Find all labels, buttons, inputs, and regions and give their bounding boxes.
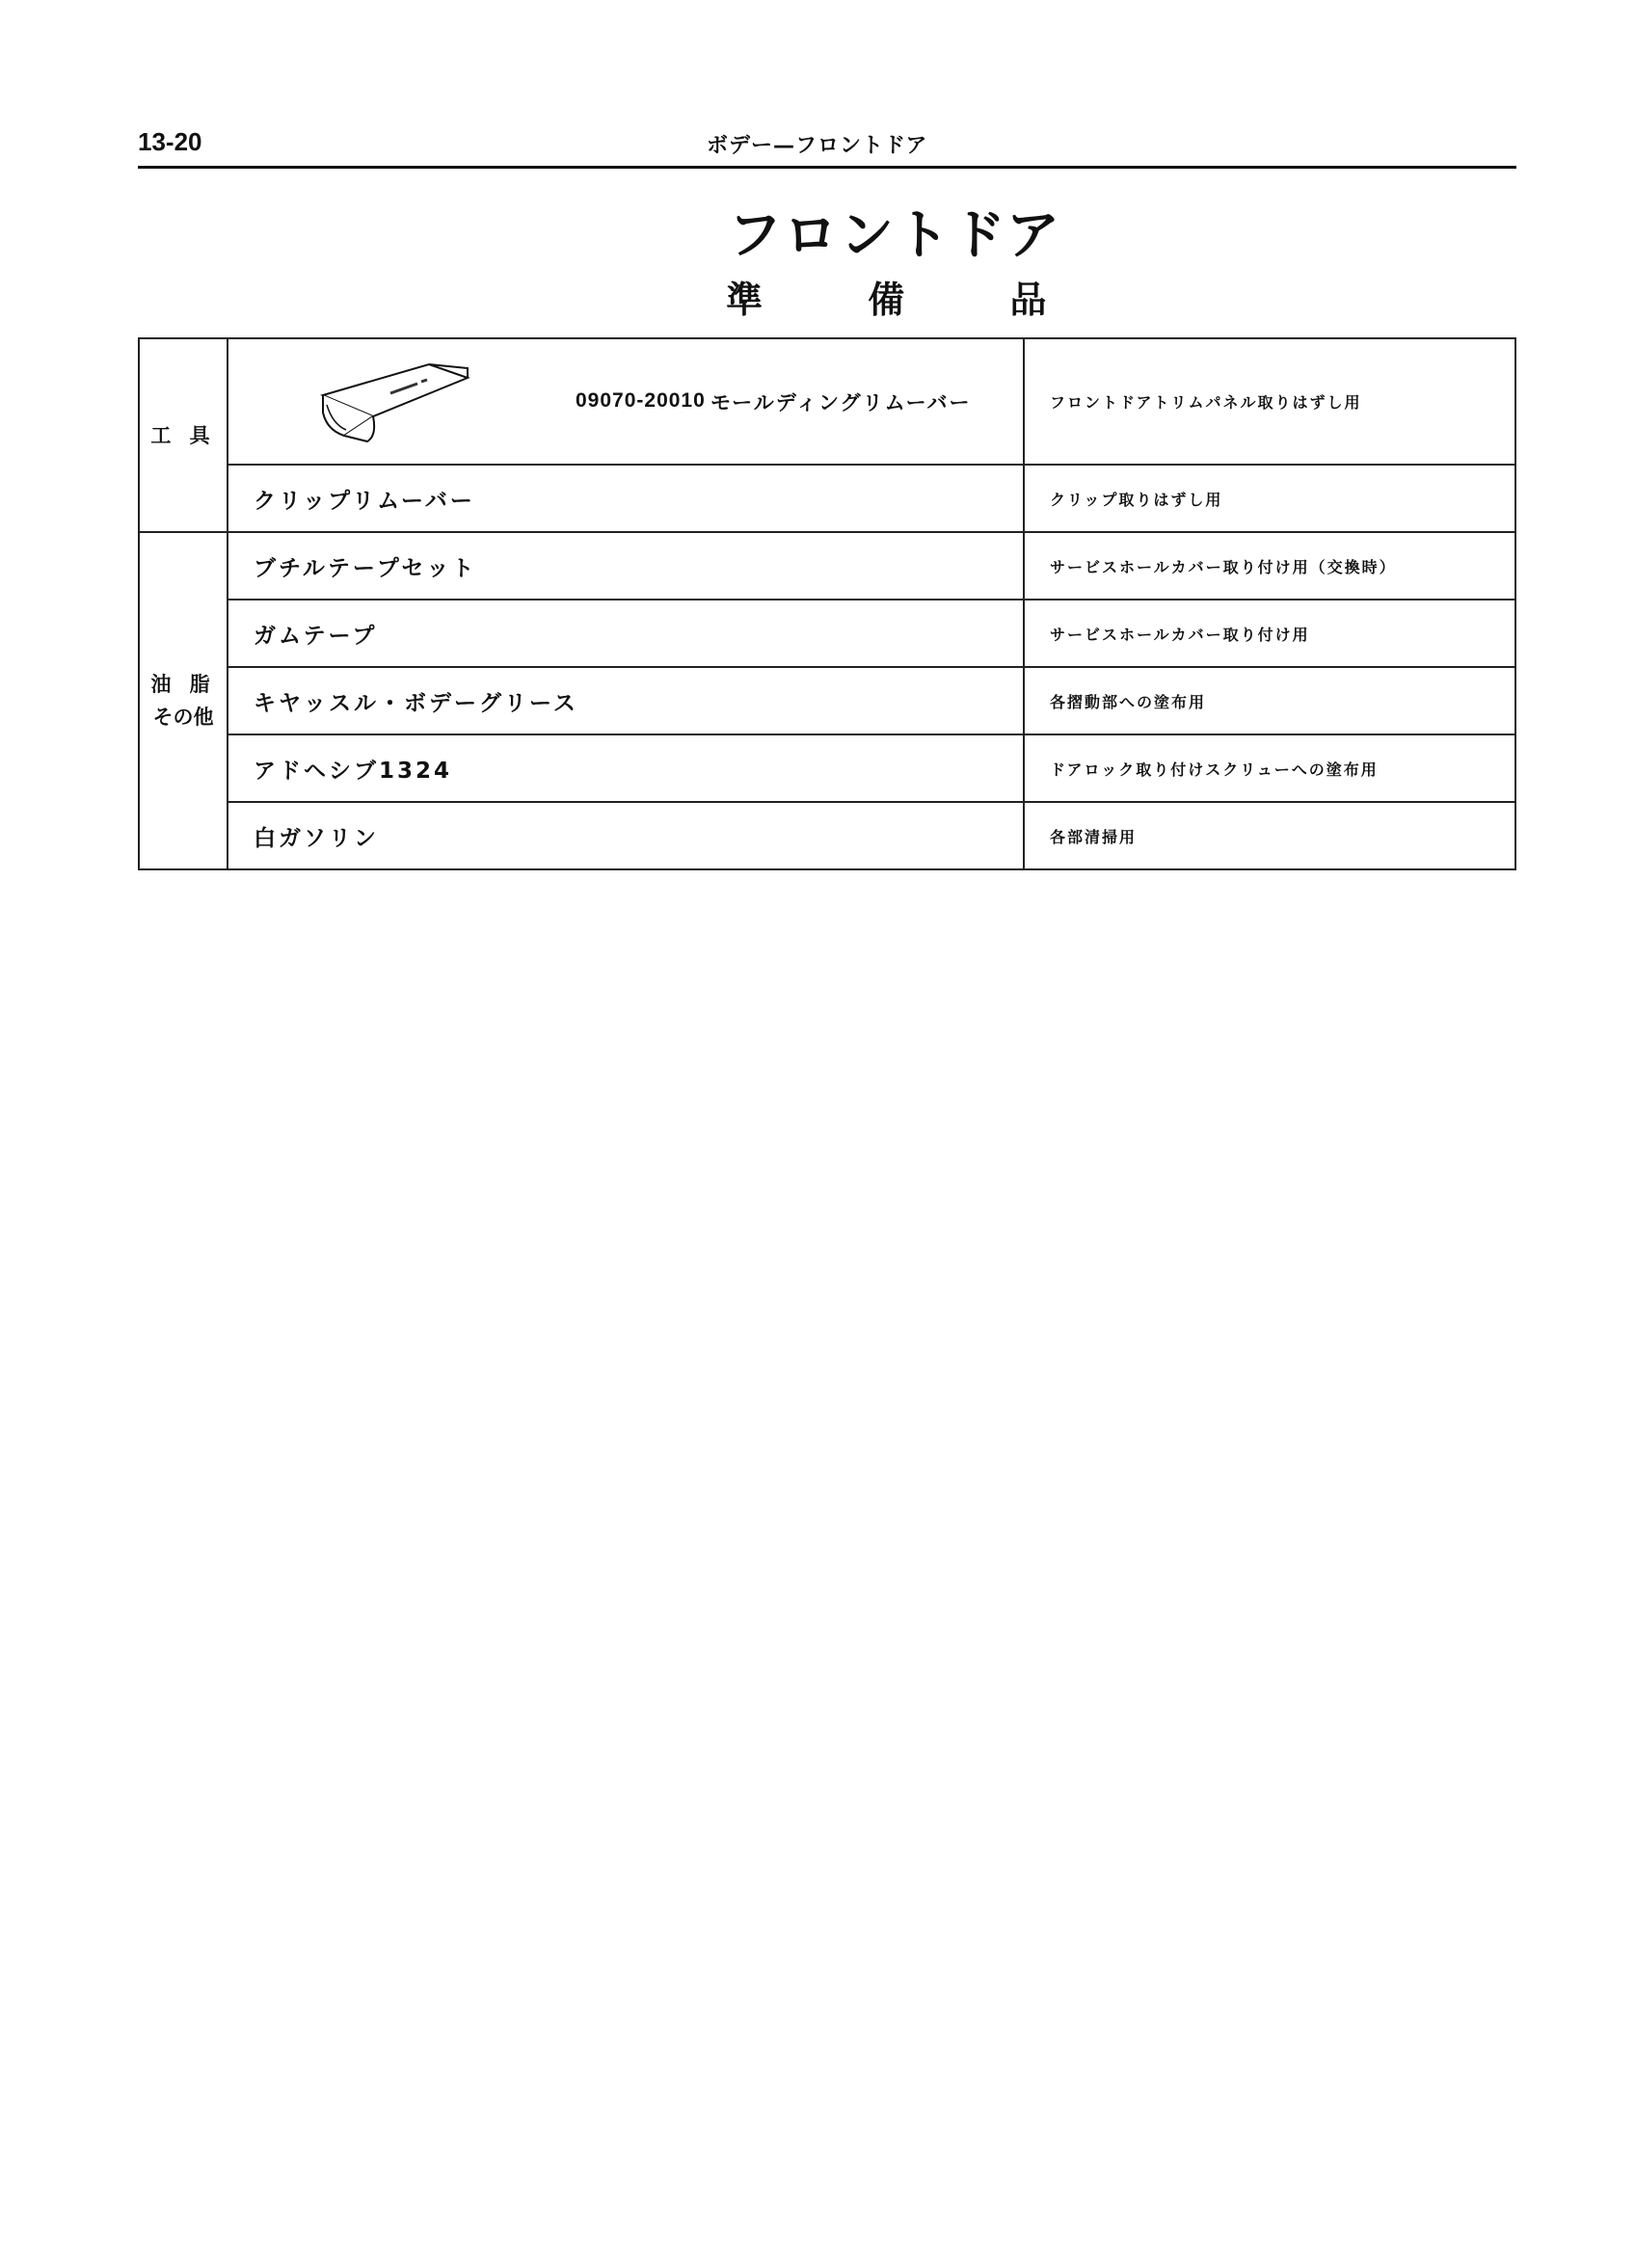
use-cell: クリップ取りはずし用 — [1024, 465, 1515, 532]
use-cell: ドアロック取り付けスクリューへの塗布用 — [1024, 734, 1515, 802]
molding-remover-tool-icon — [313, 357, 483, 453]
use-cell: フロントドアトリムパネル取りはずし用 — [1024, 338, 1515, 465]
category-tools — [139, 338, 228, 532]
preparation-table — [138, 337, 1516, 870]
section-title: フロントドア — [728, 204, 1062, 267]
table-row — [139, 734, 1515, 802]
use-cell: 各摺動部への塗布用 — [1024, 667, 1515, 734]
tool-cell — [228, 338, 1024, 465]
category-tools-label: 工 具 — [150, 423, 216, 447]
item-cell: ガムテープ — [228, 600, 1024, 667]
use-cell: サービスホールカバー取り付け用（交換時） — [1024, 532, 1515, 600]
item-cell: ブチルテープセット — [228, 532, 1024, 600]
running-title: ボデー—フロントドア — [707, 134, 928, 158]
item-cell: キヤッスル・ボデーグリース — [228, 667, 1024, 734]
page-header — [138, 123, 1516, 169]
use-cell: サービスホールカバー取り付け用 — [1024, 600, 1515, 667]
use-cell: 各部清掃用 — [1024, 802, 1515, 869]
item-cell: 白ガソリン — [228, 802, 1024, 869]
category-oils-label: 油 脂 — [150, 673, 216, 696]
table-row — [139, 338, 1515, 465]
table-row — [139, 600, 1515, 667]
item-cell: アドヘシブ1324 — [228, 734, 1024, 802]
table-row — [139, 667, 1515, 734]
category-other-label: その他 — [152, 706, 214, 729]
tool-name: モールディングリムーバー — [710, 391, 972, 414]
table-row — [139, 802, 1515, 869]
table-row — [139, 532, 1515, 600]
page-number: 13-20 — [138, 127, 202, 156]
tool-part-number: 09070-20010 — [576, 389, 706, 412]
item-cell: クリップリムーバー — [228, 465, 1024, 532]
section-subtitle: 準 備 品 — [726, 279, 1093, 321]
table-row — [139, 465, 1515, 532]
category-oils-other — [139, 532, 228, 869]
